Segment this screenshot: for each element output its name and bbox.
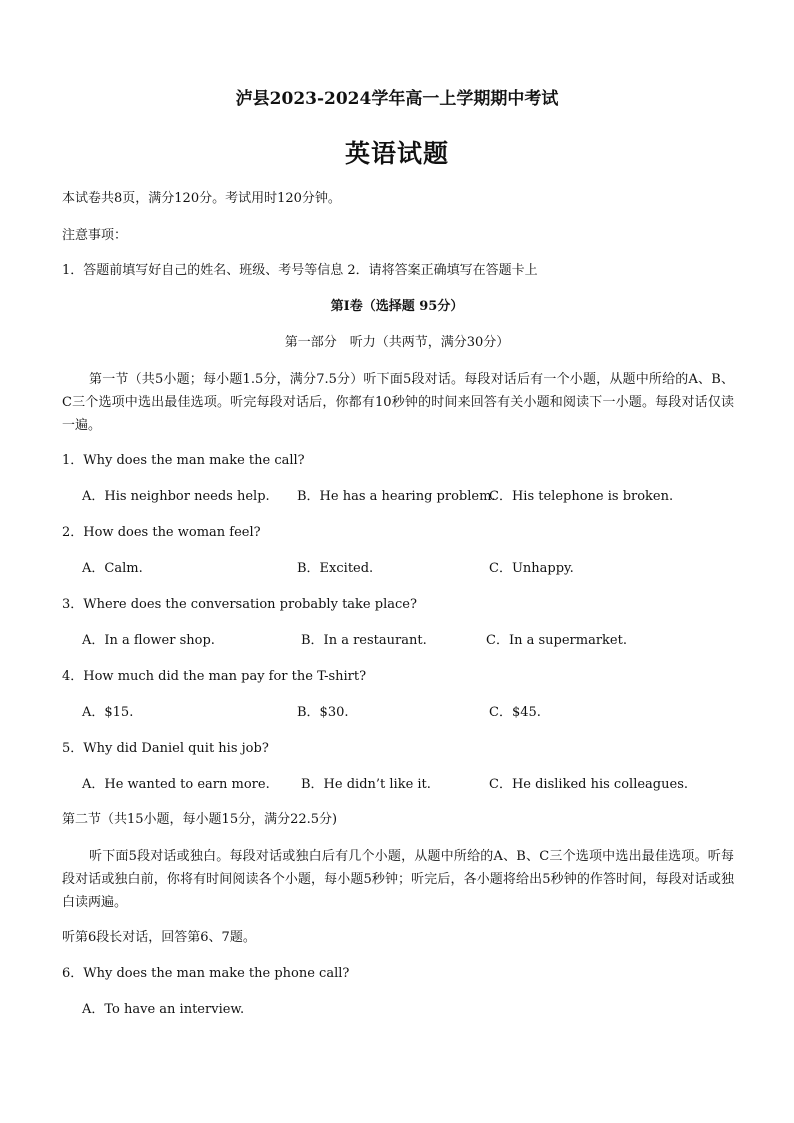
q1-option-b: B．He has a hearing problem.: [297, 489, 496, 504]
q2-option-c: C．Unhappy.: [489, 561, 574, 576]
exam-title: 泸县2023-2024学年高一上学期期中考试: [235, 89, 559, 109]
section1-instructions: 第一节（共5小题；每小题1.5分，满分7.5分）听下面5段对话。每段对话后有一个小题，从题中所给的A、B、C三个选项中选出最佳选项。听完每段对话后，你都有10秒钟的时间来回答有关小题和阅读下一小题。每段对话仅读一遍。: [62, 372, 734, 433]
question-4: 4．How much did the man pay for the T-shirt?: [62, 669, 367, 684]
question-6: 6．Why does the man make the phone call?: [62, 966, 350, 981]
question-5: 5．Why did Daniel quit his job?: [62, 741, 269, 756]
dialog-6-intro: 听第6段长对话，回答第6、7题。: [62, 930, 256, 945]
question-3: 3．Where does the conversation probably take place?: [62, 597, 417, 612]
volume-title: 第I卷（选择题 95分）: [330, 299, 464, 314]
q5-option-a: A．He wanted to earn more.: [82, 777, 270, 792]
subject-title: 英语试题: [344, 139, 449, 168]
q1-option-c: C．His telephone is broken.: [489, 489, 674, 504]
q1-option-a: A．His neighbor needs help.: [82, 489, 270, 504]
q4-option-c: C．$45.: [489, 705, 541, 720]
exam-info: 本试卷共8页，满分120分。考试用时120分钟。: [62, 191, 341, 206]
q3-option-c: C．In a supermarket.: [486, 633, 627, 648]
section2-instructions: 听下面5段对话或独白。每段对话或独白后有几个小题，从题中所给的A、B、C三个选项中选出最佳选项。听每段对话或独白前，你将有时间阅读各个小题，每小题5秒钟；听完后，各小题将给出5秒钟的作答时间，每段对话或独白读两遍。: [62, 849, 734, 910]
q2-option-b: B．Excited.: [297, 561, 374, 576]
q4-option-a: A．$15.: [82, 705, 134, 720]
notice-item-1: 1．答题前填写好自己的姓名、班级、考号等信息 2．请将答案正确填写在答题卡上: [62, 263, 538, 278]
q3-option-b: B．In a restaurant.: [301, 633, 427, 648]
q5-option-c: C．He disliked his colleagues.: [489, 777, 688, 792]
question-1: 1．Why does the man make the call?: [62, 453, 305, 468]
q6-option-a: A．To have an interview.: [82, 1002, 245, 1017]
section2-title: 第二节（共15小题，每小题15分，满分22.5分): [62, 812, 338, 827]
part1-title: 第一部分 听力（共两节，满分30分）: [284, 335, 510, 350]
notice-title: 注意事项：: [62, 228, 128, 243]
q2-option-a: A．Calm.: [82, 561, 143, 576]
q3-option-a: A．In a flower shop.: [82, 633, 215, 648]
question-2: 2．How does the woman feel?: [62, 525, 261, 540]
q5-option-b: B．He didn’t like it.: [301, 777, 431, 792]
q4-option-b: B．$30.: [297, 705, 349, 720]
